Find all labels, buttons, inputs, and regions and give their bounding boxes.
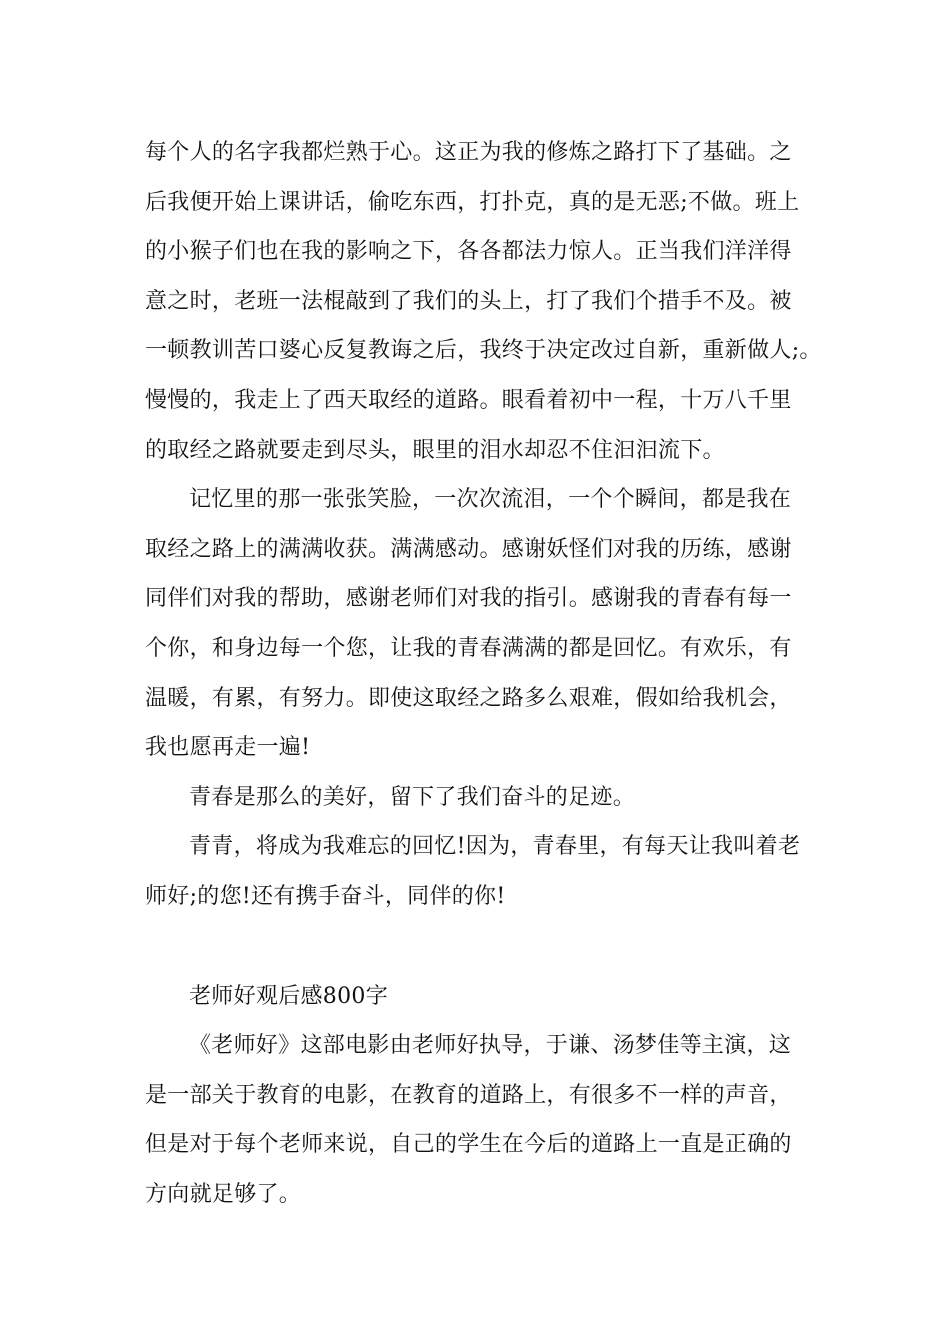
text-line: 意之时，老班一法棍敲到了我们的头上，打了我们个措手不及。被 [145,288,792,314]
text-line: 是一部关于教育的电影，在教育的道路上，有很多不一样的声音， [145,1082,792,1108]
text-line: 取经之路上的满满收获。满满感动。感谢妖怪们对我的历练，感谢 [145,536,792,562]
text-line: 慢慢的，我走上了西天取经的道路。眼看着初中一程，十万八千里 [145,387,792,413]
text-line: 但是对于每个老师来说，自己的学生在今后的道路上一直是正确的 [145,1132,792,1158]
paragraph-3 [145,773,810,823]
text-line: 师好;的您!还有携手奋斗，同伴的你! [145,883,506,909]
text-line: 青春是那么的美好，留下了我们奋斗的足迹。 [189,784,636,810]
text-line: 同伴们对我的帮助，感谢老师们对我的指引。感谢我的青春有每一 [145,586,792,612]
text-line: 我也愿再走一遍! [145,735,311,761]
text-line: 的取经之路就要走到尽头，眼里的泪水却忍不住汩汩流下。 [145,437,725,463]
spacer [145,922,810,972]
paragraph-4 [145,822,810,921]
text-line: 个你，和身边每一个您，让我的青春满满的都是回忆。有欢乐，有 [145,635,792,661]
paragraph-2 [145,475,810,773]
document-body [145,128,822,1219]
text-line: 方向就足够了。 [145,1181,302,1207]
text-line: 《老师好》这部电影由老师好执导，于谦、汤梦佳等主演，这 [189,1033,792,1059]
text-line: 记忆里的那一张张笑脸，一次次流泪，一个个瞬间，都是我在 [189,487,792,513]
paragraph-5 [145,1021,810,1219]
text-line: 的小猴子们也在我的影响之下，各各都法力惊人。正当我们洋洋得 [145,239,792,265]
text-line: 每个人的名字我都烂熟于心。这正为我的修炼之路打下了基础。之 [145,140,792,165]
text-line: 温暖，有累，有努力。即使这取经之路多么艰难，假如给我机会， [145,685,792,711]
text-line: 青青，将成为我难忘的回忆!因为，青春里，有每天让我叫着老 [189,834,801,860]
heading-text: 老师好观后感800字 [189,983,388,1009]
paragraph-1 [145,128,822,475]
text-line: 后我便开始上课讲话，偷吃东西，打扑克，真的是无恶;不做。班上 [145,189,800,215]
text-line: 一顿教训苦口婆心反复教诲之后，我终于决定改过自新，重新做人;。 [145,338,822,364]
section-heading [145,972,810,1022]
